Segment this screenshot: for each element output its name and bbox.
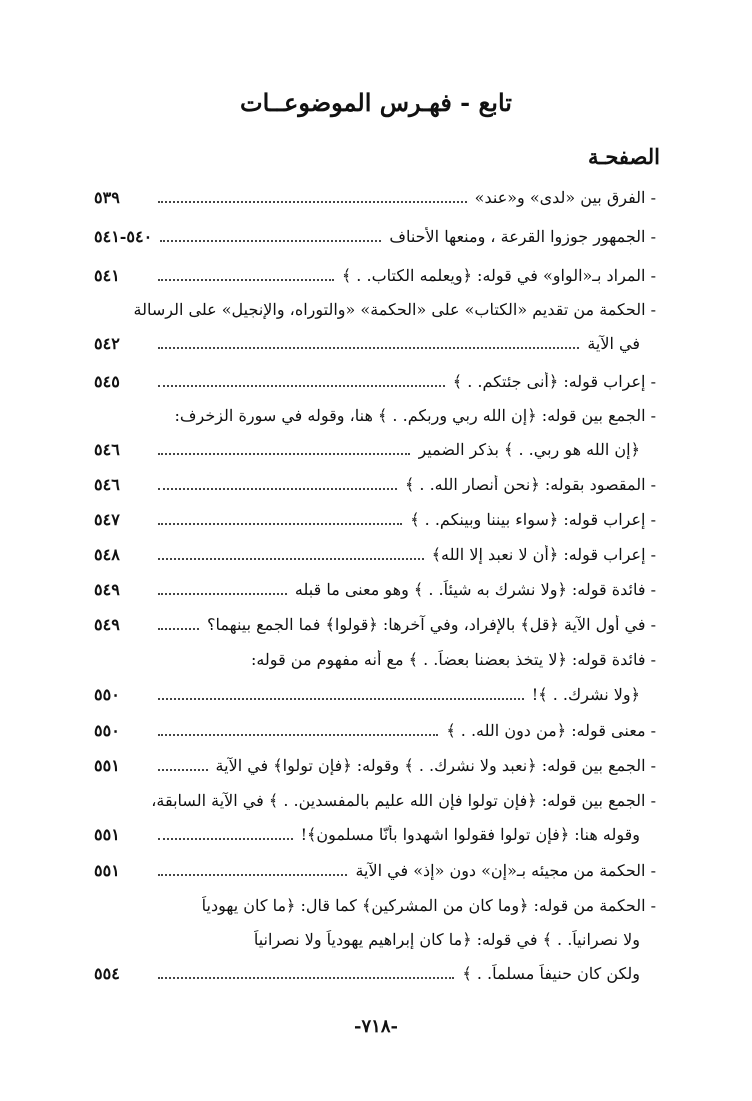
page-number: ٥٣٩ bbox=[94, 188, 120, 207]
leader-dots bbox=[158, 453, 410, 455]
page-number: ٥٤٨ bbox=[94, 545, 120, 564]
leader-dots bbox=[158, 488, 397, 490]
entry-text: - الحكمة من مجيئه بـ«إن» دون «إذ» في الآية bbox=[355, 861, 656, 880]
index-line bbox=[94, 950, 656, 984]
index-line bbox=[94, 811, 656, 845]
page-number: ٥٥٠ bbox=[94, 721, 120, 740]
index-line bbox=[94, 531, 656, 565]
entry-text: وقوله هنا: ﴿فإن تولوا فقولوا اشهدوا بأنّا مسلمون﴾! bbox=[300, 825, 640, 844]
page-column-header: الصفحـة bbox=[587, 144, 660, 169]
index-line bbox=[94, 882, 656, 916]
page-number: ٥٥٠ bbox=[94, 685, 120, 704]
leader-dots bbox=[158, 523, 402, 525]
leader-dots bbox=[158, 201, 467, 203]
entry-text: - إعراب قوله: ﴿أن لا نعبد إلا الله﴾ bbox=[431, 545, 656, 564]
page-number: ٥٤٦ bbox=[94, 440, 120, 459]
entry-text: - معنى قوله: ﴿من دون الله. . ﴾ bbox=[446, 721, 656, 740]
index-line bbox=[94, 358, 656, 392]
entry-text: - المراد بـ«الواو» في قوله: ﴿ويعلمه الكتاب. . ﴾ bbox=[341, 266, 656, 285]
page-number: ٥٥١ bbox=[94, 756, 120, 775]
page-number: ٥٤٥ bbox=[94, 372, 120, 391]
entry-text: ﴿إن الله هو ربي. . ﴾ بذكر الضمير bbox=[418, 440, 640, 459]
leader-dots bbox=[160, 240, 381, 242]
entry-text: في الآية bbox=[587, 334, 640, 353]
entry-text: - الفرق بين «لدى» و«عند» bbox=[474, 188, 656, 207]
page-number: ٥٤٠-٥٤١ bbox=[94, 227, 153, 246]
leader-dots bbox=[158, 698, 524, 700]
leader-dots bbox=[158, 593, 287, 595]
page-number: ٥٤٩ bbox=[94, 615, 120, 634]
page-number: ٥٤٩ bbox=[94, 580, 120, 599]
index-line bbox=[94, 392, 656, 426]
index-line bbox=[94, 213, 656, 247]
index-line bbox=[94, 777, 656, 811]
page-number: ٥٤٦ bbox=[94, 475, 120, 494]
index-line bbox=[94, 742, 656, 776]
leader-dots bbox=[158, 628, 199, 630]
leader-dots bbox=[158, 279, 334, 281]
leader-dots bbox=[158, 558, 424, 560]
index-line bbox=[94, 847, 656, 881]
index-line bbox=[94, 496, 656, 530]
entry-text: ولا نصرانياً. . ﴾ في قوله: ﴿ما كان إبراهيم يهودياً ولا نصرانياً bbox=[253, 930, 640, 949]
entry-text: ﴿ولا نشرك. . ﴾! bbox=[531, 685, 640, 704]
index-line bbox=[94, 320, 656, 354]
index-line bbox=[94, 707, 656, 741]
entry-text: - الحكمة من تقديم «الكتاب» على «الحكمة» «والتوراه، والإنجيل» على الرسالة bbox=[133, 300, 656, 319]
page-number: ٥٥١ bbox=[94, 861, 120, 880]
entry-text: - في أول الآية ﴿قل﴾ بالإفراد، وفي آخرها: ﴿قولوا﴾ فما الجمع بينهما؟ bbox=[206, 615, 656, 634]
page-folio: -٧١٨- bbox=[354, 1016, 398, 1037]
index-line bbox=[94, 601, 656, 635]
entry-text: - فائدة قوله: ﴿لا يتخذ بعضنا بعضاً. . ﴾ مع أنه مفهوم من قوله: bbox=[250, 650, 656, 669]
index-line bbox=[94, 426, 656, 460]
leader-dots bbox=[158, 385, 445, 387]
entry-text: - الجمع بين قوله: ﴿فإن تولوا فإن الله عليم بالمفسدين. . ﴾ في الآية السابقة، bbox=[151, 791, 656, 810]
entry-text: - إعراب قوله: ﴿سواء بيننا وبينكم. . ﴾ bbox=[410, 510, 656, 529]
leader-dots bbox=[158, 977, 454, 979]
index-line bbox=[94, 671, 656, 705]
page-title: تابع - فهـرس الموضوعــات bbox=[240, 88, 512, 117]
page-number: ٥٤٧ bbox=[94, 510, 120, 529]
entry-text: - الحكمة من قوله: ﴿وما كان من المشركين﴾ كما قال: ﴿ما كان يهودياً bbox=[201, 896, 656, 915]
index-line bbox=[94, 916, 656, 950]
entry-text: - المقصود بقوله: ﴿نحن أنصار الله. . ﴾ bbox=[404, 475, 656, 494]
page-number: ٥٥٤ bbox=[94, 964, 120, 983]
leader-dots bbox=[158, 769, 208, 771]
page-number: ٥٤١ bbox=[94, 266, 120, 285]
index-line bbox=[94, 174, 656, 208]
entry-text: - إعراب قوله: ﴿أنى جئتكم. . ﴾ bbox=[452, 372, 656, 391]
entry-text: - الجمهور جوزوا القرعة ، ومنعها الأحناف bbox=[389, 227, 656, 246]
leader-dots bbox=[158, 838, 293, 840]
leader-dots bbox=[158, 347, 579, 349]
leader-dots bbox=[158, 734, 438, 736]
page-number: ٥٤٢ bbox=[94, 334, 120, 353]
index-line bbox=[94, 461, 656, 495]
index-line bbox=[94, 566, 656, 600]
page-number: ٥٥١ bbox=[94, 825, 120, 844]
index-line bbox=[94, 252, 656, 286]
entry-text: - الجمع بين قوله: ﴿نعبد ولا نشرك. . ﴾ وقوله: ﴿فإن تولوا﴾ في الآية bbox=[215, 756, 656, 775]
index-line bbox=[94, 286, 656, 320]
index-line bbox=[94, 636, 656, 670]
leader-dots bbox=[158, 874, 347, 876]
entry-text: ولكن كان حنيفاً مسلماً. . ﴾ bbox=[462, 964, 640, 983]
entry-text: - فائدة قوله: ﴿ولا نشرك به شيئاً. . ﴾ وهو معنى ما قبله bbox=[294, 580, 656, 599]
entry-text: - الجمع بين قوله: ﴿إن الله ربي وربكم. . ﴾ هنا، وقوله في سورة الزخرف: bbox=[174, 406, 656, 425]
